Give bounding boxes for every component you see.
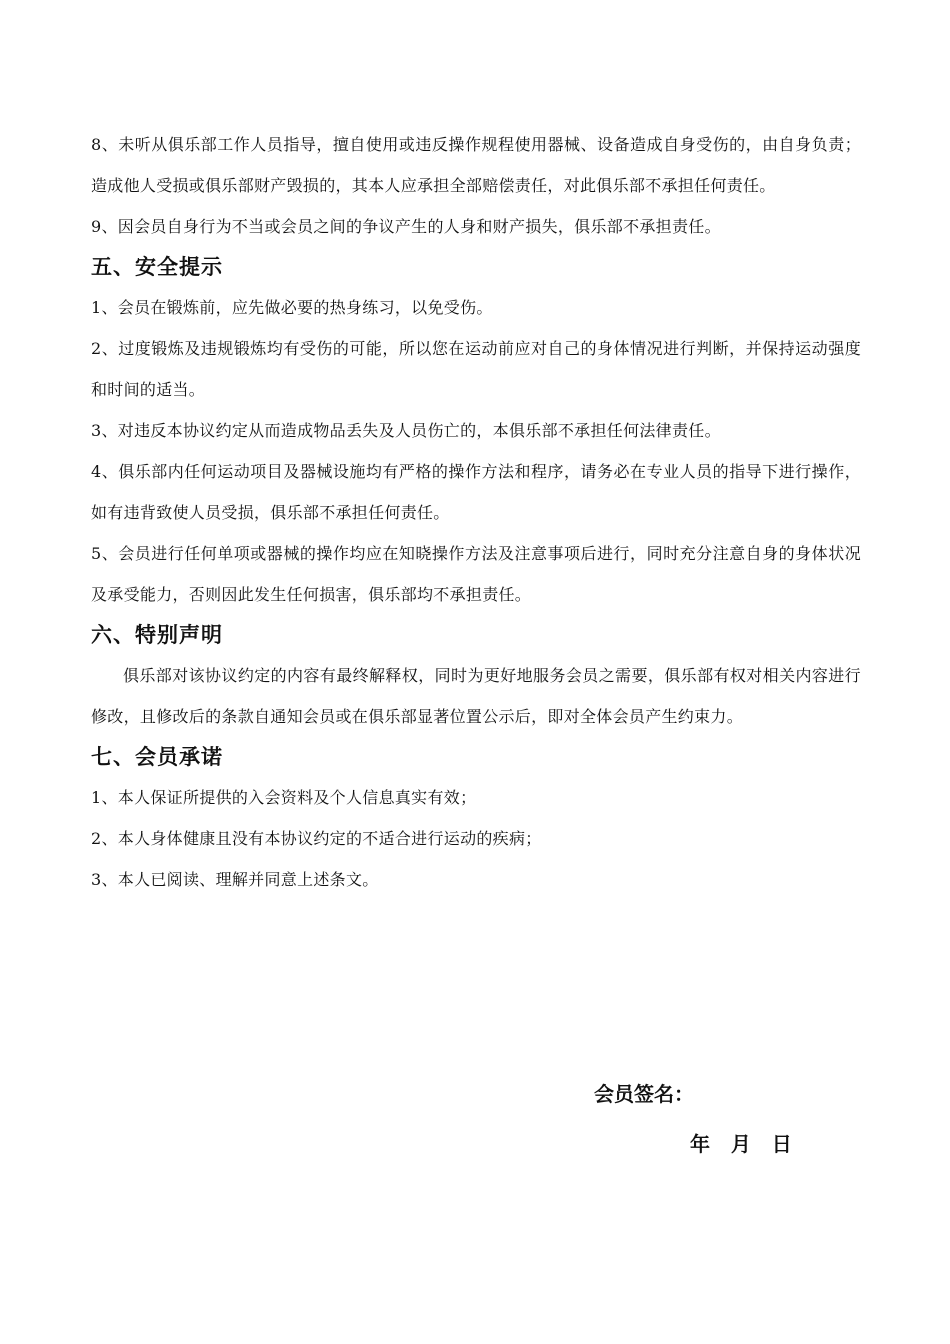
member-signature-label: 会员签名： (594, 1082, 694, 1106)
section-heading-special-statement: 六、特别声明 (91, 623, 223, 647)
signature-date-line: 年 月 日 (690, 1132, 792, 1156)
clause-9: 9、因会员自身行为不当或会员之间的争议产生的人身和财产损失，俱乐部不承担责任。 (91, 217, 721, 236)
clause-8: 8、未听从俱乐部工作人员指导，擅自使用或违反操作规程使用器械、设备造成自身受伤的，由自身负责；造成他人受损或俱乐部财产毁损的，其本人应承担全部赔偿责任，对此俱乐部不承担任何责任。 (91, 135, 861, 195)
commitment-item-3: 3、本人已阅读、理解并同意上述条文。 (91, 870, 379, 889)
section-heading-safety: 五、安全提示 (91, 255, 223, 279)
commitment-item-1: 1、本人保证所提供的入会资料及个人信息真实有效； (91, 788, 477, 807)
safety-item-1: 1、会员在锻炼前，应先做必要的热身练习，以免受伤。 (91, 298, 493, 317)
commitment-item-2: 2、本人身体健康且没有本协议约定的不适合进行运动的疾病； (91, 829, 542, 848)
safety-item-4: 4、俱乐部内任何运动项目及器械设施均有严格的操作方法和程序，请务必在专业人员的指导下进行操作，如有违背致使人员受损，俱乐部不承担任何责任。 (91, 462, 861, 522)
safety-item-3: 3、对违反本协议约定从而造成物品丢失及人员伤亡的，本俱乐部不承担任何法律责任。 (91, 421, 721, 440)
safety-item-2: 2、过度锻炼及违规锻炼均有受伤的可能，所以您在运动前应对自己的身体情况进行判断，并保持运动强度和时间的适当。 (91, 339, 861, 399)
document-body (91, 124, 861, 900)
safety-item-5: 5、会员进行任何单项或器械的操作均应在知晓操作方法及注意事项后进行，同时充分注意自身的身体状况及承受能力，否则因此发生任何损害，俱乐部均不承担责任。 (91, 544, 861, 604)
special-statement-body: 俱乐部对该协议约定的内容有最终解释权，同时为更好地服务会员之需要，俱乐部有权对相关内容进行修改，且修改后的条款自通知会员或在俱乐部显著位置公示后，即对全体会员产生约束力。 (91, 666, 861, 726)
section-heading-member-commitment: 七、会员承诺 (91, 745, 223, 769)
